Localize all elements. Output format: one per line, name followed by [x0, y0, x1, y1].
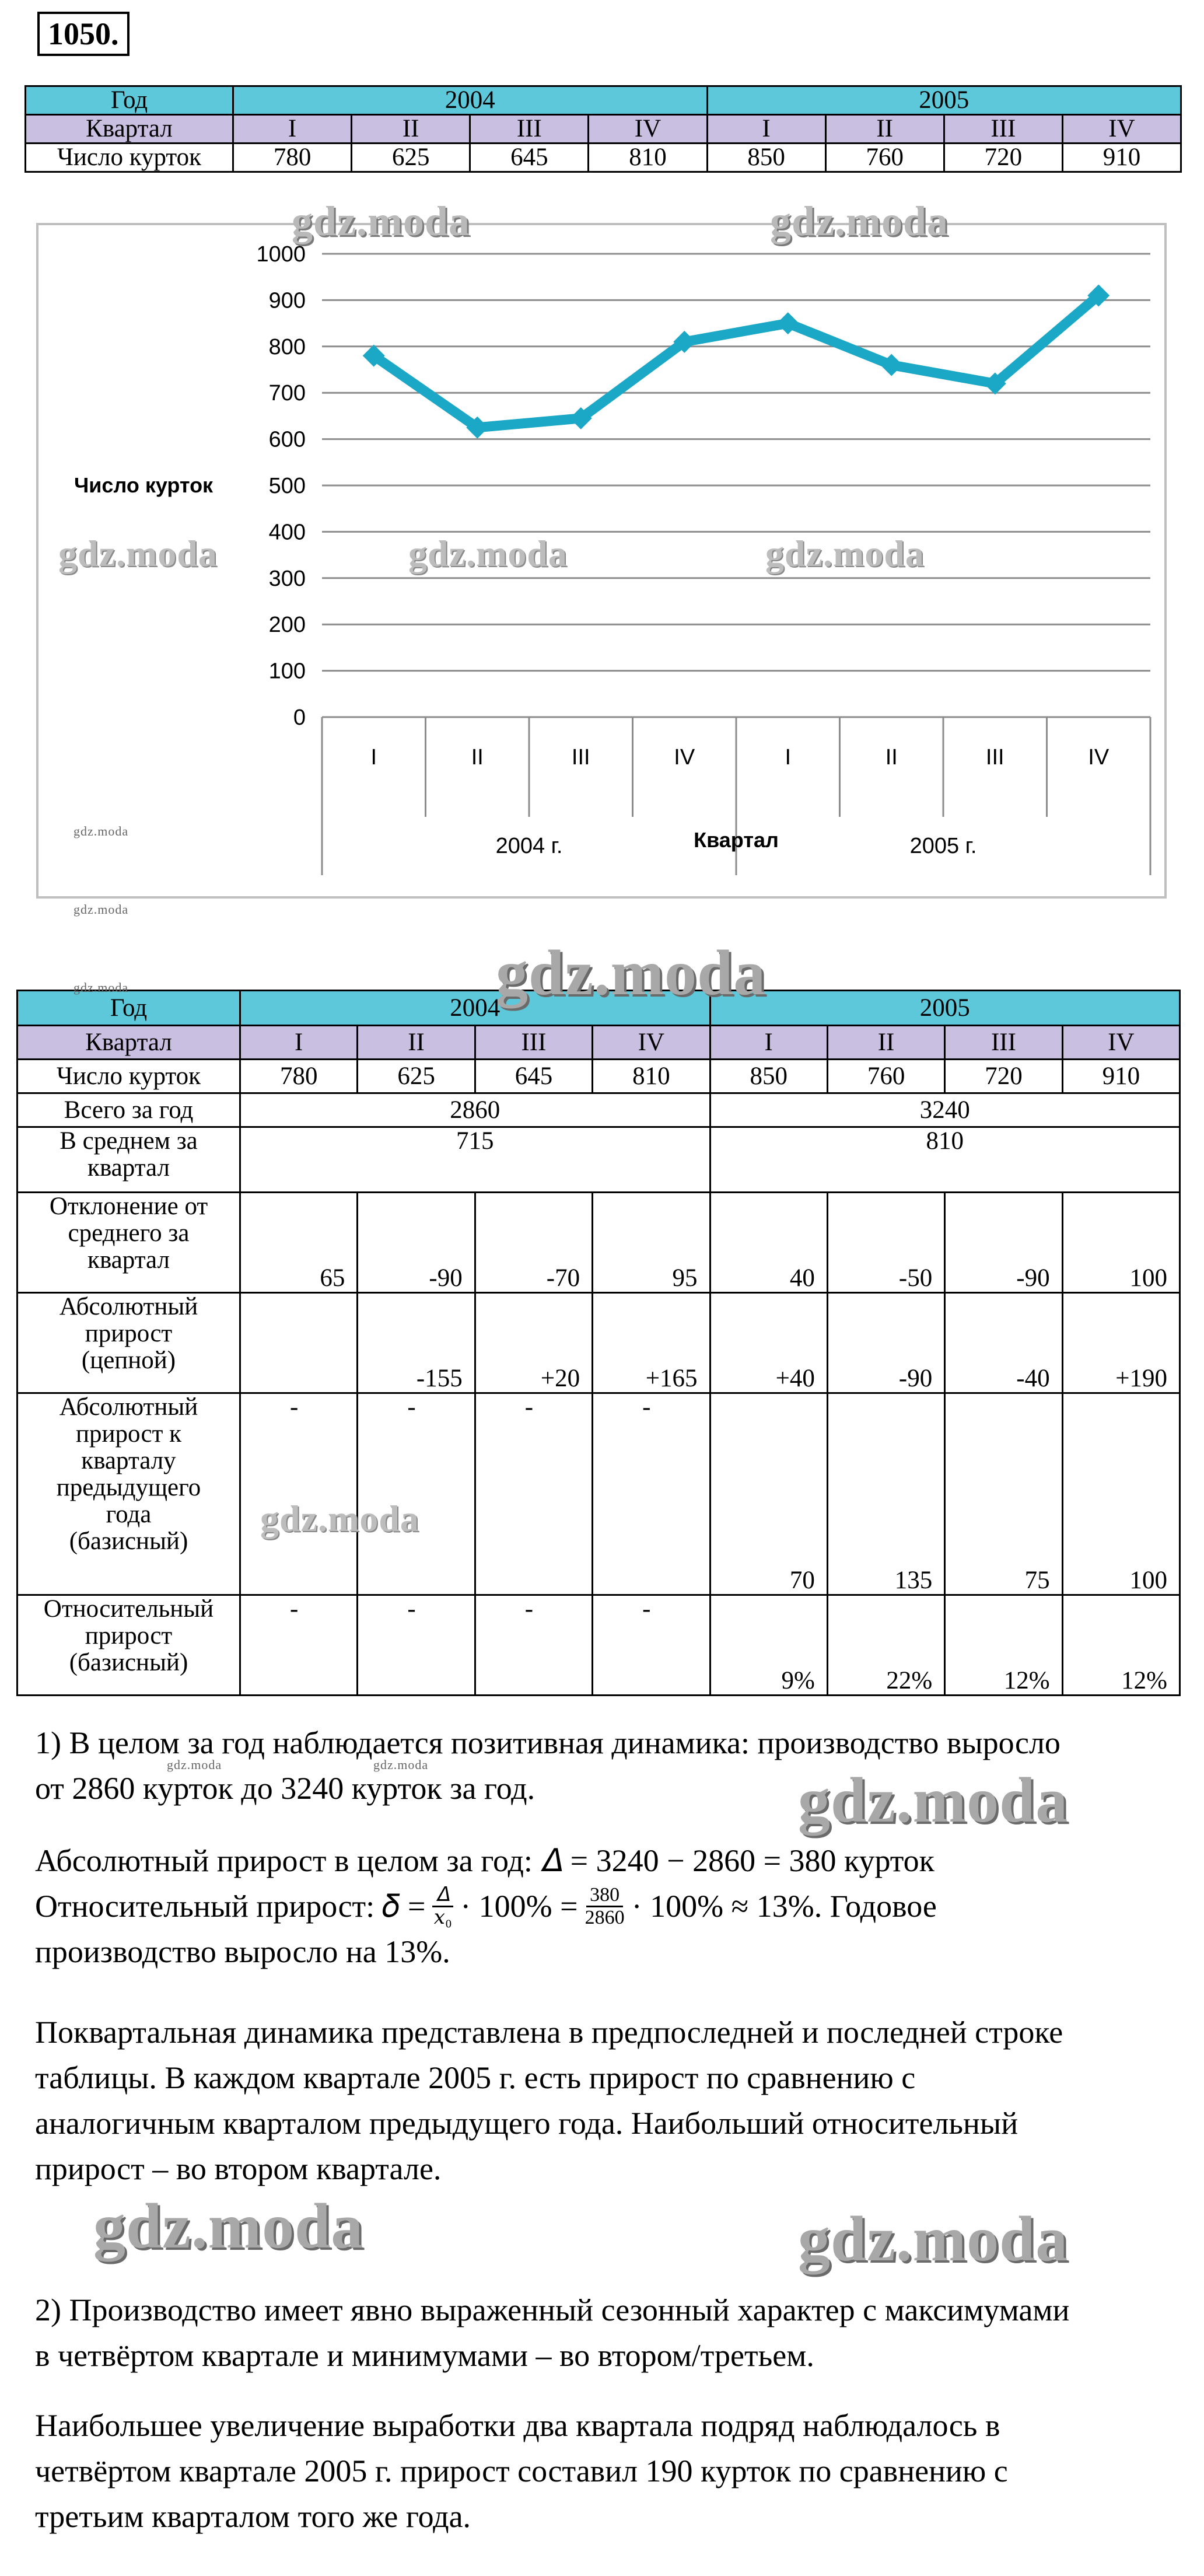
watermark: gdz.moda — [167, 1757, 222, 1772]
y-tick-label: 100 — [268, 659, 306, 684]
text-line: 1) В целом за год наблюдается позитивная динамика: производство выросло — [35, 1725, 1060, 1760]
total-2004: 2860 — [240, 1093, 710, 1127]
watermark: gdz.moda — [74, 824, 129, 838]
count-cell: 810 — [593, 1060, 710, 1093]
quarter-cell: I — [710, 1026, 827, 1060]
quarter-cell: I — [240, 1026, 358, 1060]
quarter-cell: I — [707, 115, 825, 144]
fraction-numerator: 380 — [586, 1885, 623, 1907]
text-line: от 2860 курток до 3240 курток за год. — [35, 1771, 536, 1806]
rel-base-cell: 12% — [1062, 1595, 1180, 1696]
quarter-cell: II — [358, 1026, 475, 1060]
abs-chain-cell: -40 — [945, 1293, 1062, 1393]
abs-base-cell: 100 — [1062, 1393, 1180, 1595]
deviation-cell: 100 — [1062, 1193, 1180, 1293]
deviation-cell: 65 — [240, 1193, 358, 1293]
abs-base-header-line: предыдущего — [56, 1474, 201, 1501]
watermark: gdz.moda — [798, 2203, 1069, 2274]
abs-chain-header — [18, 1293, 240, 1393]
year-2004: 2004 — [240, 991, 710, 1026]
deviation-cell: -90 — [358, 1193, 475, 1293]
text-line: таблицы. В каждом квартале 2005 г. есть прирост по сравнению с — [35, 2060, 916, 2095]
y-tick-label: 500 — [268, 474, 306, 498]
deviation-header — [18, 1193, 240, 1293]
count-cell: 780 — [240, 1060, 358, 1093]
quarter-cell: IV — [1062, 1026, 1180, 1060]
text-line: в четвёртом квартале и минимумами – во втором/третьем. — [35, 2338, 814, 2373]
count-cell: 780 — [233, 144, 352, 172]
abs-base-cell: 75 — [945, 1393, 1062, 1595]
abs-base-cell: - — [593, 1393, 710, 1595]
y-tick-label: 700 — [268, 381, 306, 406]
total-header: Всего за год — [18, 1093, 240, 1127]
rel-base-cell: 9% — [710, 1595, 827, 1696]
deviation-cell: -70 — [475, 1193, 592, 1293]
rel-base-cell: - — [475, 1595, 592, 1696]
quarter-cell: I — [233, 115, 352, 144]
text-line: прирост – во втором квартале. — [35, 2151, 442, 2186]
x-group-label: 2005 г. — [909, 834, 977, 858]
data-table-1 — [24, 85, 1182, 173]
x-tick-label: III — [571, 745, 590, 770]
abs-base-cell: 135 — [827, 1393, 944, 1595]
fraction-denominator: 2860 — [584, 1906, 625, 1928]
table-row-deviation — [18, 1193, 1180, 1293]
year-header: Год — [18, 991, 240, 1026]
watermark: gdz.moda — [260, 1498, 419, 1539]
rel-base-cell: - — [593, 1595, 710, 1696]
table-row-quarter — [18, 1026, 1180, 1060]
abs-base-cell: 70 — [710, 1393, 827, 1595]
quarter-header: Квартал — [26, 115, 233, 144]
abs-chain-cell: +20 — [475, 1293, 592, 1393]
quarter-cell: III — [945, 1026, 1062, 1060]
count-cell: 810 — [589, 144, 707, 172]
quarter-cell: II — [827, 1026, 944, 1060]
deviation-header-line: среднего за — [68, 1219, 190, 1247]
formula-line — [35, 1883, 1178, 1929]
table-row-abs-base — [18, 1393, 1180, 1595]
abs-chain-cell: +190 — [1062, 1293, 1180, 1393]
year-header: Год — [26, 86, 233, 115]
count-cell: 645 — [475, 1060, 592, 1093]
x-axis-title: Квартал — [694, 828, 779, 852]
abs-chain-header-line: прирост — [85, 1320, 173, 1347]
count-cell: 625 — [352, 144, 470, 172]
x-tick-label: I — [370, 745, 377, 770]
y-tick-label: 900 — [268, 288, 306, 313]
paragraph-2 — [35, 1838, 1178, 1974]
count-cell: 910 — [1062, 1060, 1180, 1093]
y-tick-label: 1000 — [256, 242, 306, 267]
fraction-denominator: 𝑥₀ — [433, 1906, 452, 1928]
count-cell: 645 — [470, 144, 589, 172]
deviation-cell: -90 — [945, 1193, 1062, 1293]
average-2005: 810 — [710, 1127, 1180, 1193]
rel-base-header-line: (базисный) — [69, 1649, 188, 1676]
rel-base-header-line: Относительный — [43, 1595, 214, 1623]
x-tick-label: II — [885, 745, 898, 770]
y-tick-label: 600 — [268, 427, 306, 452]
rel-base-cell: 22% — [827, 1595, 944, 1696]
average-header-line: В среднем за — [60, 1127, 198, 1155]
quarter-cell: IV — [593, 1026, 710, 1060]
abs-base-cell: - — [475, 1393, 592, 1595]
y-tick-label: 0 — [293, 705, 306, 730]
table-row-count — [26, 144, 1181, 172]
abs-chain-header-line: (цепной) — [81, 1347, 176, 1374]
deviation-cell: 40 — [710, 1193, 827, 1293]
fraction — [432, 1885, 453, 1928]
count-cell: 850 — [707, 144, 825, 172]
quarter-cell: IV — [1062, 115, 1181, 144]
task-number: 1050. — [37, 12, 130, 56]
quarter-cell: III — [944, 115, 1062, 144]
table-row-total — [18, 1093, 1180, 1127]
fraction — [585, 1885, 625, 1928]
deviation-cell: 95 — [593, 1193, 710, 1293]
year-2005: 2005 — [707, 86, 1181, 115]
fraction-numerator: 𝛥 — [432, 1885, 453, 1907]
count-cell: 720 — [945, 1060, 1062, 1093]
abs-chain-cell — [240, 1293, 358, 1393]
x-tick-label: I — [785, 745, 792, 770]
x-tick-label: IV — [674, 745, 695, 770]
watermark: gdz.moda — [408, 533, 568, 574]
abs-base-header-line: (базисный) — [69, 1528, 188, 1555]
abs-base-cell: - — [240, 1393, 358, 1595]
text-line: аналогичным кварталом предыдущего года. Наибольший относительный — [35, 2106, 1019, 2141]
abs-base-cell: - — [358, 1393, 475, 1595]
deviation-cell: -50 — [827, 1193, 944, 1293]
quarter-cell: IV — [589, 115, 707, 144]
x-tick-label: III — [985, 745, 1005, 770]
x-tick-label: II — [471, 745, 484, 770]
abs-base-header-line: года — [106, 1501, 152, 1528]
abs-chain-cell: +165 — [593, 1293, 710, 1393]
count-cell: 720 — [944, 144, 1062, 172]
table-row-quarter — [26, 115, 1181, 144]
y-axis-title: Число курток — [74, 473, 214, 497]
abs-chain-cell: +40 — [710, 1293, 827, 1393]
watermark: gdz.moda — [496, 937, 766, 1008]
deviation-header-line: квартал — [88, 1246, 170, 1274]
watermark: gdz.moda — [765, 533, 925, 574]
abs-chain-cell: -155 — [358, 1293, 475, 1393]
watermark: gdz.moda — [798, 1764, 1069, 1836]
table-row-count — [18, 1060, 1180, 1093]
watermark: gdz.moda — [74, 980, 129, 995]
watermark: gdz.moda — [93, 2190, 364, 2262]
year-2004: 2004 — [233, 86, 708, 115]
count-cell: 850 — [710, 1060, 827, 1093]
y-tick-label: 400 — [268, 520, 306, 545]
count-header: Число курток — [26, 144, 233, 172]
table-row-average — [18, 1127, 1180, 1193]
watermark: gdz.moda — [58, 533, 218, 574]
count-header: Число курток — [18, 1060, 240, 1093]
y-tick-label: 300 — [268, 566, 306, 591]
average-header-line: квартал — [88, 1154, 170, 1182]
abs-base-header-line: прирост к — [75, 1420, 182, 1448]
text-line: третьим кварталом того же года. — [35, 2499, 471, 2534]
abs-chain-header-line: Абсолютный — [59, 1293, 198, 1320]
rel-base-header — [18, 1595, 240, 1696]
count-cell: 760 — [827, 1060, 944, 1093]
table-row-abs-chain — [18, 1293, 1180, 1393]
series-line — [374, 295, 1099, 427]
y-tick-label: 200 — [268, 613, 306, 638]
quarter-header: Квартал — [18, 1026, 240, 1060]
text-line: Поквартальная динамика представлена в предпоследней и последней строке — [35, 2015, 1063, 2050]
text-fragment: · 100% ≈ 13%. Годовое — [631, 1889, 937, 1924]
average-header — [18, 1127, 240, 1193]
text-fragment: · 100% = — [460, 1889, 578, 1924]
x-group-label: 2004 г. — [495, 834, 563, 858]
deviation-header-line: Отклонение от — [49, 1193, 208, 1220]
average-2004: 715 — [240, 1127, 710, 1193]
quarter-cell: II — [825, 115, 944, 144]
year-2005: 2005 — [710, 991, 1180, 1026]
quarter-cell: II — [352, 115, 470, 144]
watermark: gdz.moda — [770, 198, 949, 244]
text-line: 2) Производство имеет явно выраженный сезонный характер с максимумами — [35, 2292, 1070, 2327]
watermark: gdz.moda — [292, 198, 471, 244]
x-tick-label: IV — [1088, 745, 1110, 770]
paragraph-3 — [35, 2009, 1178, 2191]
abs-chain-cell: -90 — [827, 1293, 944, 1393]
text-line: четвёртом квартале 2005 г. прирост составил 190 курток по сравнению с — [35, 2453, 1008, 2488]
quarter-cell: III — [475, 1026, 592, 1060]
rel-base-cell: - — [358, 1595, 475, 1696]
paragraph-4 — [35, 2287, 1178, 2378]
y-tick-label: 800 — [268, 334, 306, 359]
abs-base-header-line: кварталу — [81, 1447, 176, 1474]
abs-base-header — [18, 1393, 240, 1595]
rel-base-header-line: прирост — [85, 1622, 173, 1649]
count-cell: 625 — [358, 1060, 475, 1093]
abs-base-header-line: Абсолютный — [59, 1393, 198, 1421]
watermark: gdz.moda — [74, 902, 129, 917]
text-line: производство выросло на 13%. — [35, 1934, 450, 1969]
text-line: Наибольшее увеличение выработки два квартала подряд наблюдалось в — [35, 2408, 1000, 2443]
text-fragment: Относительный прирост: 𝛿 = — [35, 1889, 426, 1924]
rel-base-cell: - — [240, 1595, 358, 1696]
rel-base-cell: 12% — [945, 1595, 1062, 1696]
count-cell: 760 — [825, 144, 944, 172]
total-2005: 3240 — [710, 1093, 1180, 1127]
table-row-rel-base — [18, 1595, 1180, 1696]
data-table-2 — [16, 990, 1181, 1696]
text-line: Абсолютный прирост в целом за год: 𝛥 = 3240 − 2860 = 380 курток — [35, 1843, 935, 1878]
count-cell: 910 — [1062, 144, 1181, 172]
table-row-year — [26, 86, 1181, 115]
watermark: gdz.moda — [373, 1757, 429, 1772]
paragraph-5 — [35, 2403, 1178, 2539]
quarter-cell: III — [470, 115, 589, 144]
